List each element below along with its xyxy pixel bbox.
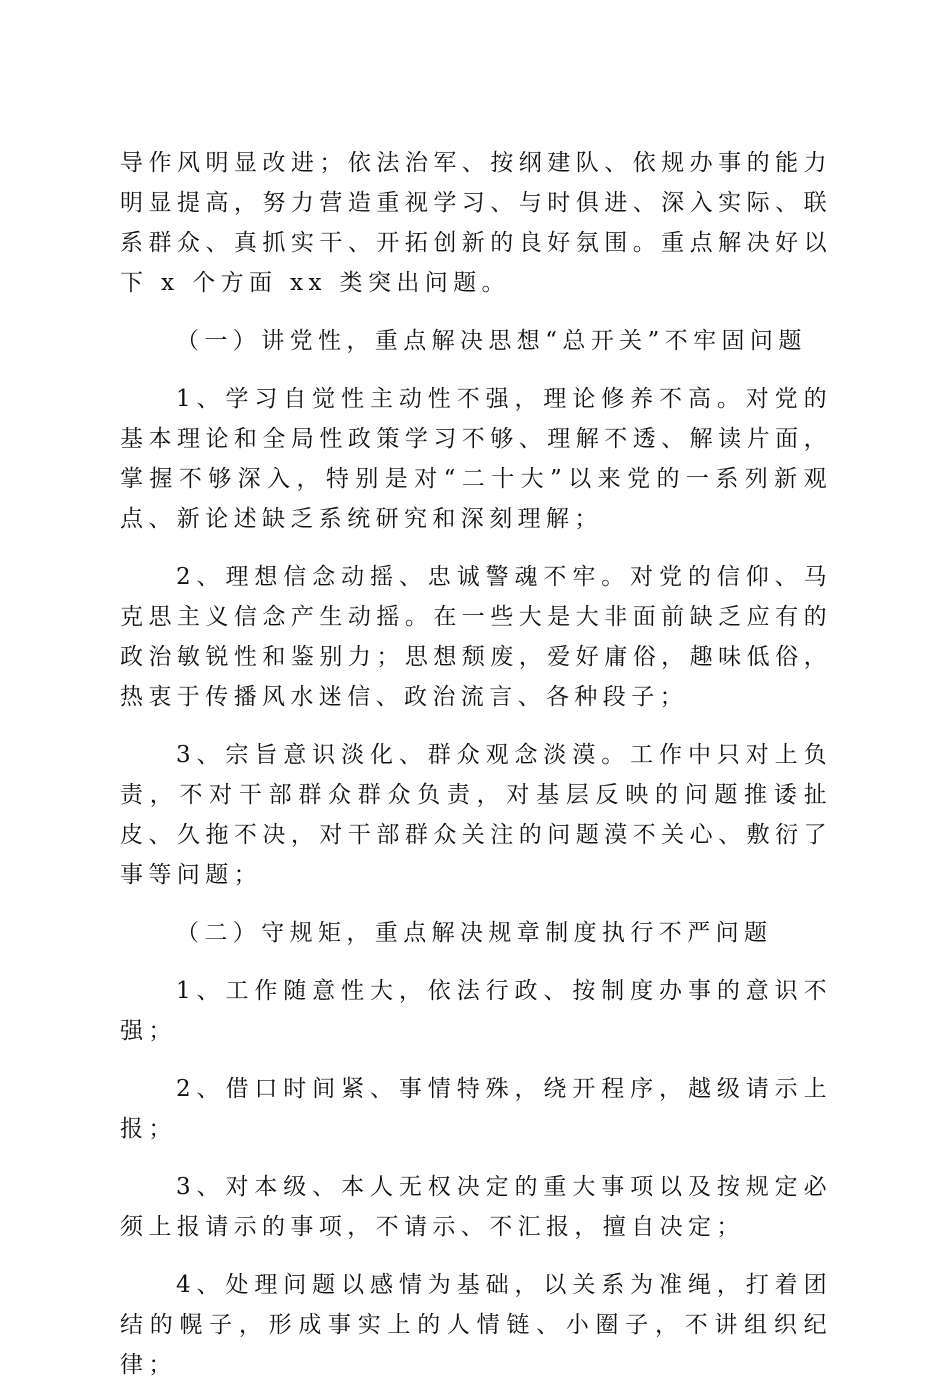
section-2-item-3: 3、对本级、本人无权决定的重大事项以及按规定必须上报请示的事项，不请示、不汇报，擅自决定； [120,1174,832,1240]
section-2-heading: （二）守规矩，重点解决规章制度执行不严问题 [176,920,773,946]
section-1-item-3: 3、宗旨意识淡化、群众观念淡漠。工作中只对上负责，不对干部群众群众负责，对基层反映的问题推诿扯皮、久拖不决，对干部群众关注的问题漠不关心、敷衍了事等问题； [120,742,832,888]
section-2-item-4: 4、处理问题以感情为基础，以关系为准绳，打着团结的幌子，形成事实上的人情链、小圈子，不讲组织纪律； [120,1272,832,1378]
intro-paragraph: 导作风明显改进；依法治军、按纲建队、依规办事的能力明显提高，努力营造重视学习、与时俱进、深入实际、联系群众、真抓实干、开拓创新的良好氛围。重点解决好以下 x 个方面 xx 类突出问题。 [120,150,832,296]
section-1-item-2: 2、理想信念动摇、忠诚警魂不牢。对党的信仰、马克思主义信念产生动摇。在一些大是大非面前缺乏应有的政治敏锐性和鉴别力；思想颓废，爱好庸俗，趣味低俗，热衷于传播风水迷信、政治流言、各种段子； [120,564,832,710]
section-1-heading: （一）讲党性，重点解决思想“总开关”不牢固问题 [176,328,807,354]
section-2-item-2: 2、借口时间紧、事情特殊，绕开程序，越级请示上报； [120,1076,832,1142]
document-page [120,143,832,1385]
section-1-item-1: 1、学习自觉性主动性不强，理论修养不高。对党的基本理论和全局性政策学习不够、理解不透、解读片面，掌握不够深入，特别是对“二十大”以来党的一系列新观点、新论述缺乏系统研究和深刻理解； [120,386,832,532]
section-2-item-1: 1、工作随意性大，依法行政、按制度办事的意识不强； [120,978,832,1044]
